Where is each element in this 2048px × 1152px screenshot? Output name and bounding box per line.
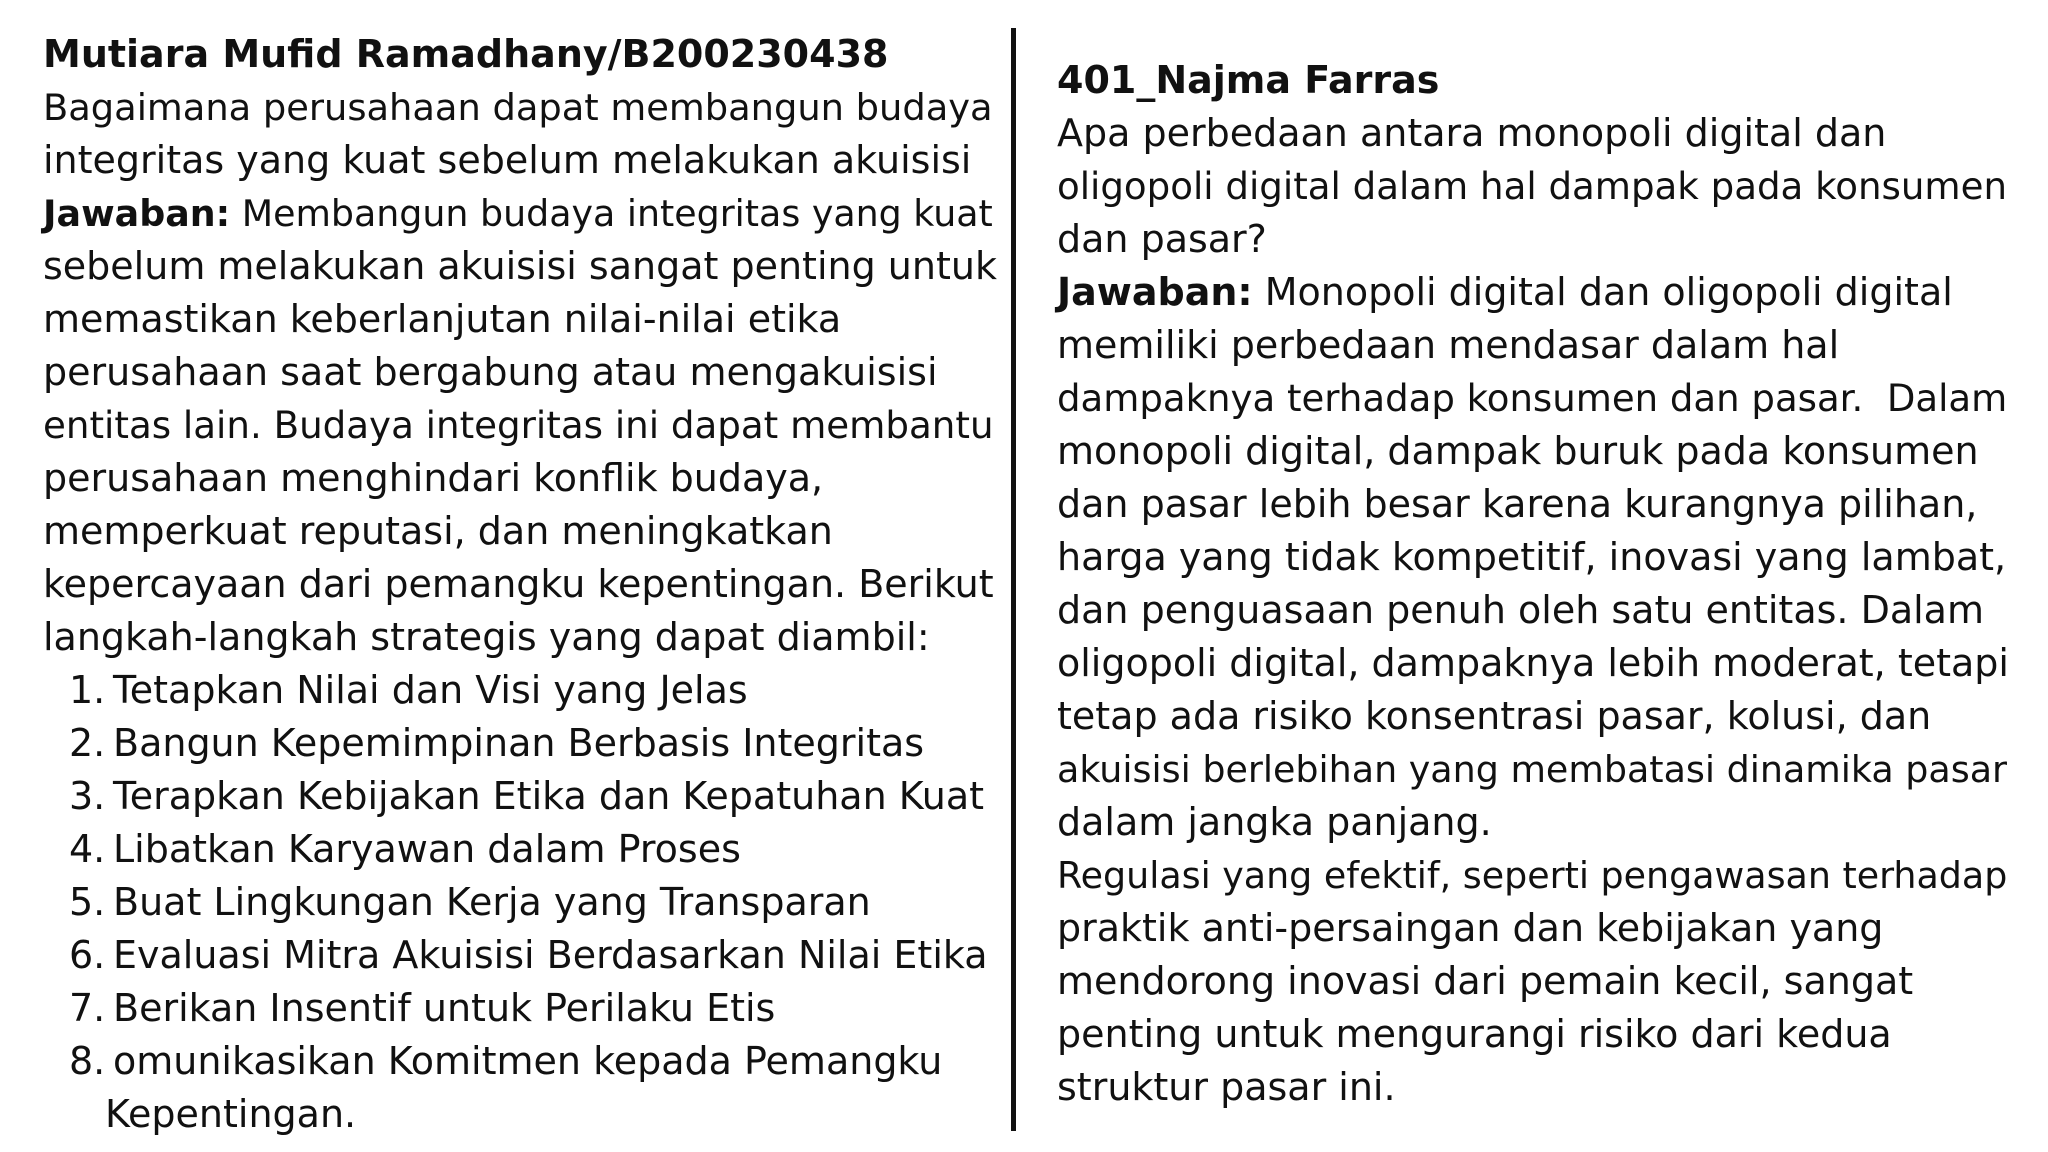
- list-item-number: 7.: [69, 986, 106, 1030]
- right-question-line: Apa perbedaan antara monopoli digital dan: [1057, 111, 1887, 155]
- left-answer: [43, 187, 1003, 664]
- left-question-line: integritas yang kuat sebelum melakukan akuisisi: [43, 138, 972, 182]
- right-answer-line: mendorong inovasi dari pemain kecil, sangat: [1057, 959, 1914, 1003]
- list-item-number: 2.: [69, 721, 106, 765]
- left-column: [43, 28, 1003, 1141]
- right-answer-line: dan penguasaan penuh oleh satu entitas. Dalam: [1057, 588, 1984, 632]
- right-question-line: oligopoli digital dalam hal dampak pada konsumen: [1057, 165, 2008, 208]
- left-answer-label: Jawaban:: [43, 192, 231, 235]
- list-item-text: Bangun Kepemimpinan Berbasis Integritas: [113, 721, 925, 765]
- right-answer-line: oligopoli digital, dampaknya lebih moderat, tetapi: [1057, 641, 2009, 685]
- right-column: [1057, 54, 2017, 1114]
- right-question: [1057, 107, 2017, 266]
- list-item: [43, 823, 1003, 876]
- column-divider: [1011, 28, 1016, 1131]
- left-question: [43, 81, 1003, 187]
- list-item-text: Tetapkan Nilai dan Visi yang Jelas: [113, 668, 748, 712]
- right-answer-line: dan pasar lebih besar karena kurangnya pilihan,: [1057, 482, 1978, 526]
- right-answer-line: praktik anti-persaingan dan kebijakan yang: [1057, 906, 1884, 950]
- strategy-steps-list: [43, 664, 1003, 1141]
- left-answer-line: sebelum melakukan akuisisi sangat penting untuk: [43, 244, 997, 288]
- left-answer-line: memastikan keberlanjutan nilai-nilai etika: [43, 297, 842, 341]
- list-item-text: Libatkan Karyawan dalam Proses: [113, 827, 741, 871]
- left-answer-line: perusahaan menghindari konflik budaya,: [43, 456, 824, 500]
- list-item-text: Evaluasi Mitra Akuisisi Berdasarkan Nilai Etika: [113, 933, 988, 977]
- left-answer-line: memperkuat reputasi, dan meningkatkan: [43, 509, 833, 553]
- list-item: [43, 876, 1003, 929]
- list-item: [43, 664, 1003, 717]
- right-answer-line: penting untuk mengurangi risiko dari kedua: [1057, 1012, 1892, 1056]
- right-answer-line: Regulasi yang efektif, seperti pengawasan terhadap: [1057, 854, 2008, 897]
- right-author-heading: 401_Najma Farras: [1057, 58, 1440, 102]
- list-item-number: 3.: [69, 774, 106, 818]
- left-question-line: Bagaimana perusahaan dapat membangun budaya: [43, 86, 993, 129]
- list-item-number: 8.: [69, 1039, 106, 1083]
- left-answer-line: langkah-langkah strategis yang dapat diambil:: [43, 615, 930, 659]
- right-answer: [1057, 266, 2017, 1114]
- list-item-number: 4.: [69, 827, 106, 871]
- list-item: [43, 982, 1003, 1035]
- list-item: [43, 929, 1003, 982]
- list-item-number: 6.: [69, 933, 106, 977]
- right-answer-label: Jawaban:: [1057, 270, 1253, 314]
- right-answer-line: dampaknya terhadap konsumen dan pasar. Dalam: [1057, 377, 2008, 420]
- right-answer-line: struktur pasar ini.: [1057, 1065, 1396, 1109]
- list-item-number: 5.: [69, 880, 106, 924]
- list-item: [43, 770, 1003, 823]
- right-answer-first-line: [1057, 266, 2017, 319]
- right-question-line: dan pasar?: [1057, 217, 1267, 261]
- list-item: [43, 1035, 1003, 1141]
- list-item-number: 1.: [69, 668, 106, 712]
- list-item-continuation: Kepentingan.: [105, 1092, 357, 1136]
- right-answer-line: akuisisi berlebihan yang membatasi dinamika pasar: [1057, 748, 2008, 791]
- list-item-text: Berikan Insentif untuk Perilaku Etis: [113, 986, 776, 1030]
- right-answer-line: harga yang tidak kompetitif, inovasi yang lambat,: [1057, 535, 2007, 579]
- left-answer-line: kepercayaan dari pemangku kepentingan. Berikut: [43, 562, 994, 606]
- list-item-text: omunikasikan Komitmen kepada Pemangku: [113, 1039, 943, 1083]
- left-answer-first-line: [43, 187, 1003, 240]
- left-answer-first-text: Membangun budaya integritas yang kuat: [230, 192, 993, 235]
- list-item: [43, 717, 1003, 770]
- right-answer-line: dalam jangka panjang.: [1057, 800, 1492, 844]
- right-answer-line: tetap ada risiko konsentrasi pasar, kolusi, dan: [1057, 694, 1932, 738]
- right-answer-first-text: Monopoli digital dan oligopoli digital: [1252, 270, 1953, 314]
- list-item-text: Buat Lingkungan Kerja yang Transparan: [113, 880, 871, 924]
- list-item-text: Terapkan Kebijakan Etika dan Kepatuhan Kuat: [113, 774, 985, 818]
- left-author-heading: Mutiara Mufid Ramadhany/B200230438: [43, 32, 889, 76]
- left-answer-line: perusahaan saat bergabung atau mengakuisisi: [43, 350, 938, 394]
- left-answer-line: entitas lain. Budaya integritas ini dapat membantu: [43, 403, 994, 447]
- right-answer-line: memiliki perbedaan mendasar dalam hal: [1057, 323, 1840, 367]
- right-answer-line: monopoli digital, dampak buruk pada konsumen: [1057, 429, 1979, 473]
